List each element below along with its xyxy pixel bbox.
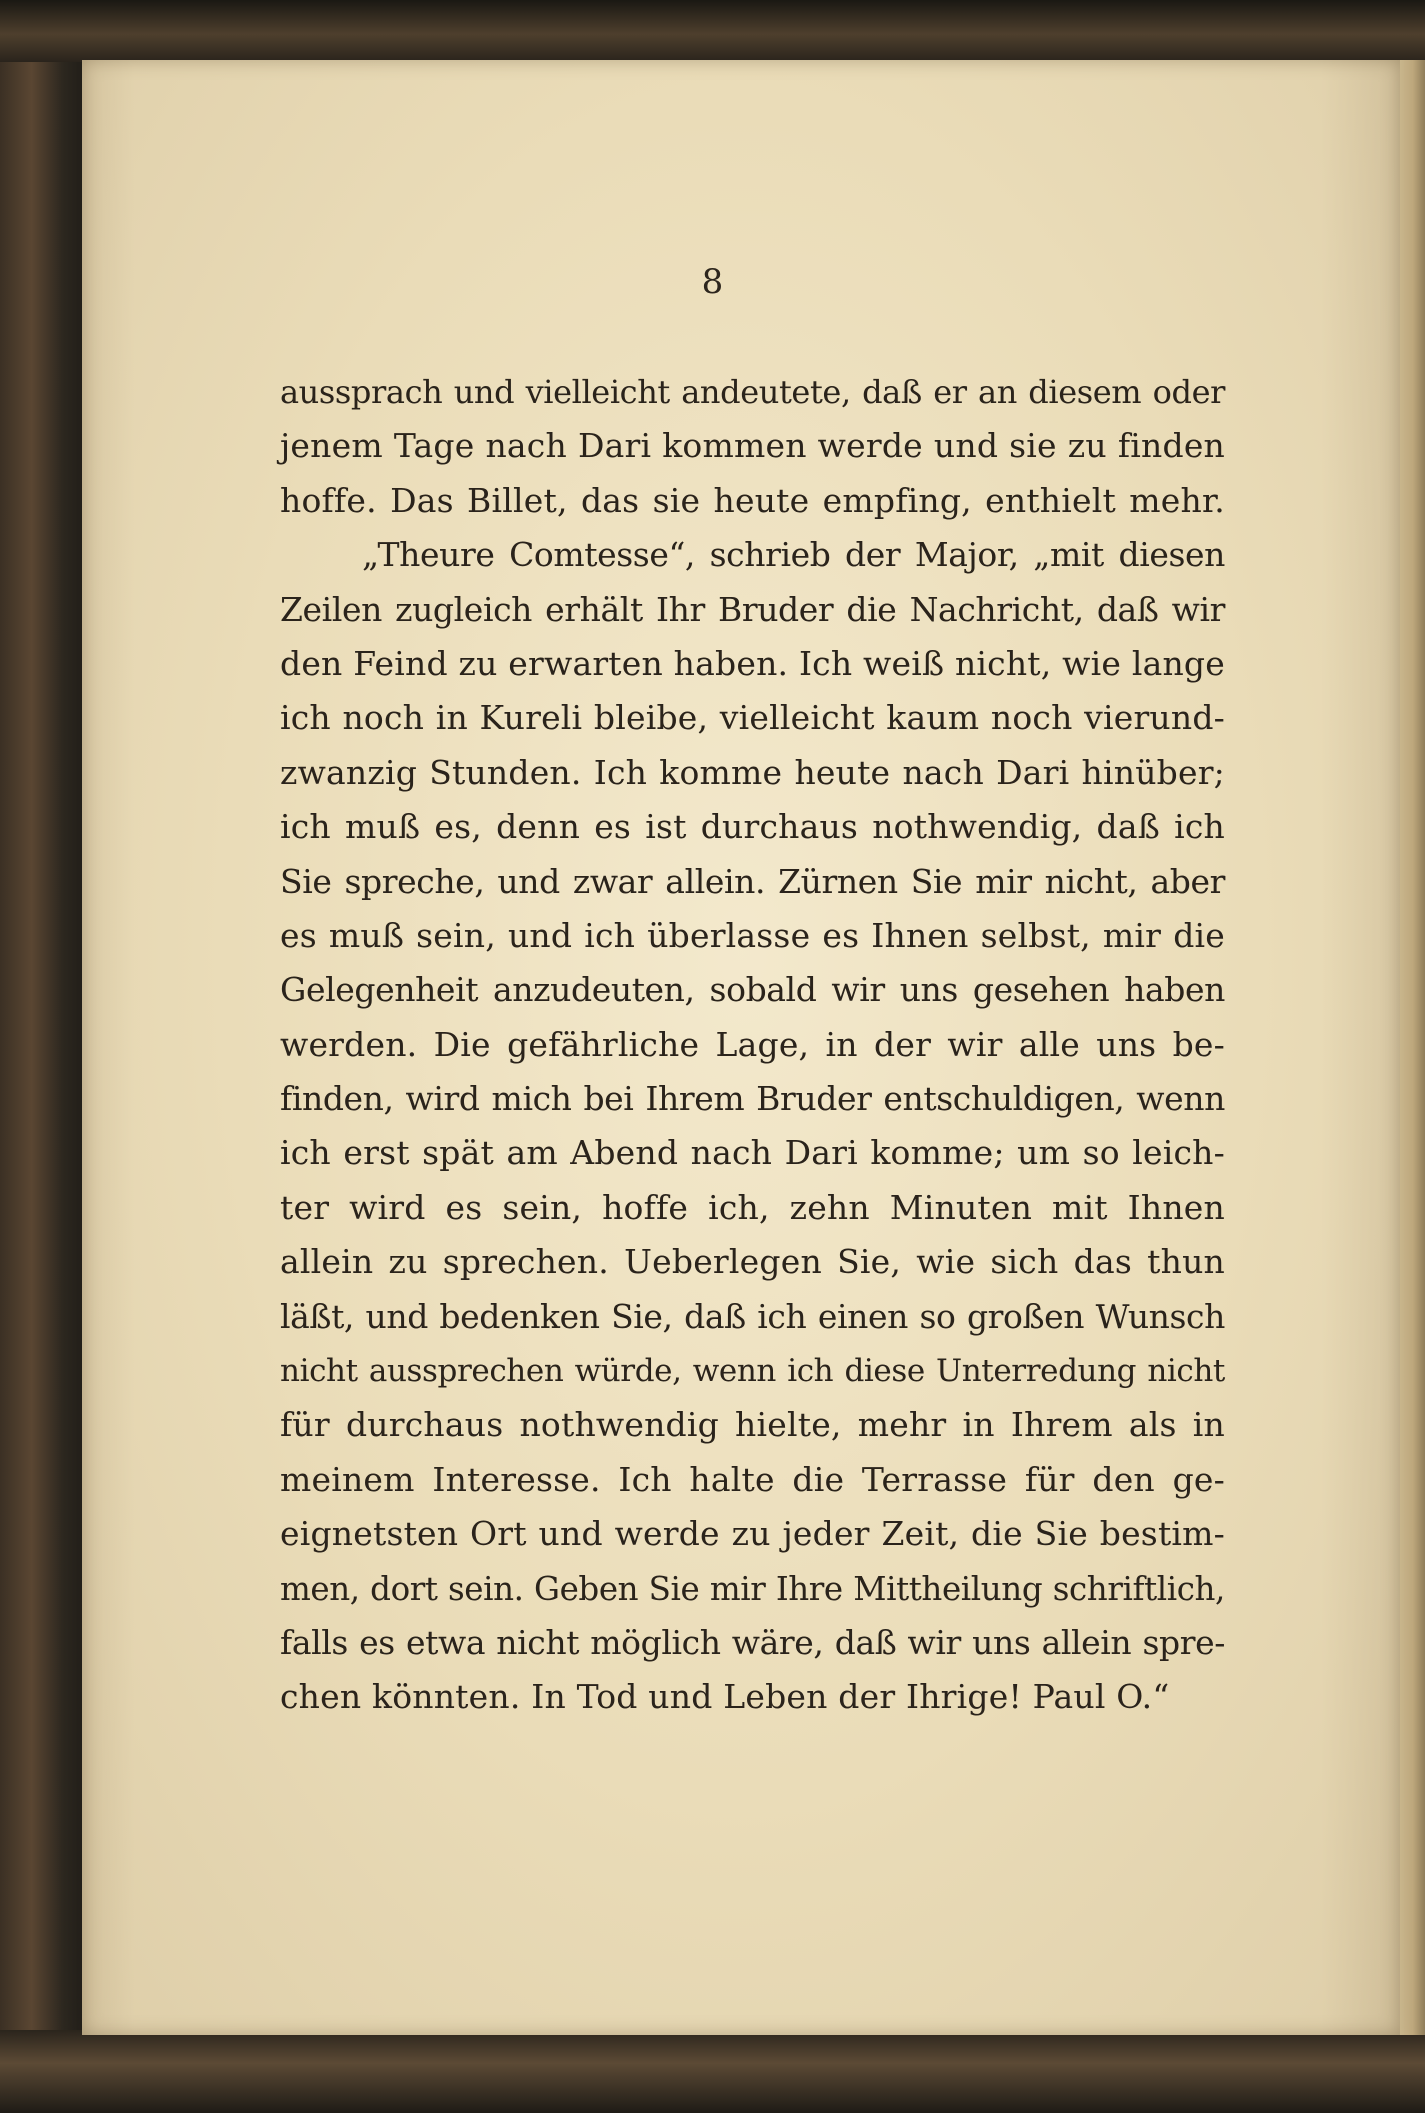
- text-line: läßt, und bedenken Sie, daß ich einen so großen Wunsch: [280, 1296, 1225, 1336]
- body-text: [280, 365, 1225, 1725]
- text-line: Zeilen zugleich erhält Ihr Bruder die Nachricht, daß wir: [280, 589, 1225, 629]
- book-binding-left: [0, 0, 90, 2113]
- text-line: eignetsten Ort und werde zu jeder Zeit, die Sie bestim-: [280, 1514, 1225, 1554]
- text-line: den Feind zu erwarten haben. Ich weiß nicht, wie lange: [280, 643, 1225, 683]
- page-number: 8: [701, 262, 724, 302]
- text-line: aussprach und vielleicht andeutete, daß er an diesem oder: [280, 373, 1225, 411]
- text-line: meinem Interesse. Ich halte die Terrasse für den ge-: [280, 1459, 1225, 1499]
- text-line: ich erst spät am Abend nach Dari komme; um so leich-: [280, 1133, 1225, 1173]
- text-line: ich muß es, denn es ist durchaus nothwendig, daß ich: [280, 807, 1225, 847]
- text-line: Gelegenheit anzudeuten, sobald wir uns gesehen haben: [280, 970, 1225, 1010]
- text-line: nicht aussprechen würde, wenn ich diese Unterredung nicht: [280, 1353, 1225, 1390]
- text-line: finden, wird mich bei Ihrem Bruder entschuldigen, wenn: [280, 1079, 1225, 1119]
- text-line: chen könnten. In Tod und Leben der Ihrige! Paul O.“: [280, 1677, 1170, 1717]
- text-line: zwanzig Stunden. Ich komme heute nach Dari hinüber;: [280, 752, 1225, 792]
- text-line: falls es etwa nicht möglich wäre, daß wir uns allein spre-: [280, 1622, 1225, 1662]
- text-line: jenem Tage nach Dari kommen werde und sie zu finden: [280, 426, 1225, 466]
- text-line: werden. Die gefährliche Lage, in der wir alle uns be-: [280, 1024, 1225, 1064]
- text-line: hoffe. Das Billet, das sie heute empfing, enthielt mehr.: [280, 480, 1225, 520]
- text-line: es muß sein, und ich überlasse es Ihnen selbst, mir die: [280, 915, 1225, 955]
- book-binding-top: [0, 0, 1425, 62]
- text-line: Sie spreche, und zwar allein. Zürnen Sie mir nicht, aber: [280, 861, 1225, 901]
- text-line: ter wird es sein, hoffe ich, zehn Minuten mit Ihnen: [280, 1187, 1225, 1227]
- book-binding-bottom: [0, 2030, 1425, 2113]
- text-line: allein zu sprechen. Ueberlegen Sie, wie sich das thun: [280, 1242, 1225, 1282]
- text-line: men, dort sein. Geben Sie mir Ihre Mittheilung schriftlich,: [280, 1569, 1225, 1608]
- text-line: „Theure Comtesse“, schrieb der Major, „mit diesen: [362, 535, 1225, 575]
- text-line: für durchaus nothwendig hielte, mehr in Ihrem als in: [280, 1405, 1225, 1445]
- text-line: ich noch in Kureli bleibe, vielleicht kaum noch vierund-: [280, 698, 1225, 738]
